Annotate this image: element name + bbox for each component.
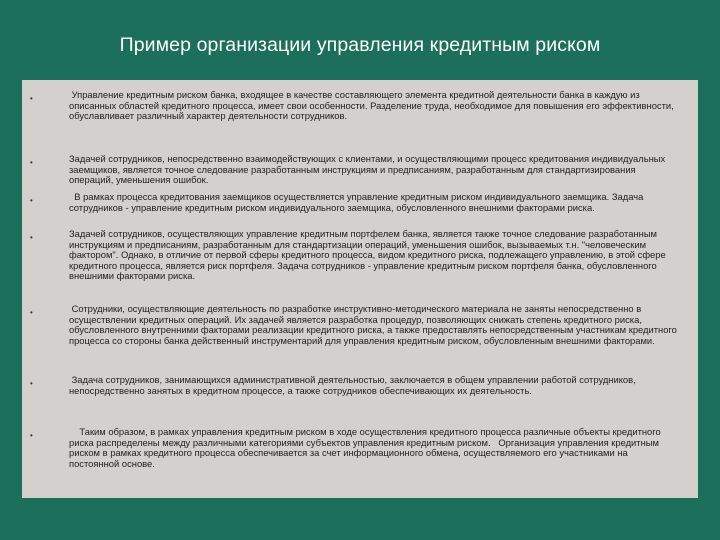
bullet-icon: • xyxy=(30,158,33,167)
bullet-icon: • xyxy=(30,379,33,388)
content-panel xyxy=(22,80,698,498)
list-item-text: Задачей сотрудников, осуществляющих управление кредитным портфелем банка, является также точное следование разработанным инструкциям и предписаниям, разработанным для стандартизации операций, уменьшения ошибок, вызываемых т.н. "человеческим фактором". Однако, в отличие от первой сферы кредитного процесса, видом кредитного риска, подлежащего управлению, в этой сфере кредитного процесса, является риск портфеля. Задача сотрудников - управление кредитным риском портфеля банка, обусловленного внешними факторами риска. xyxy=(69,228,669,281)
bullet-icon: • xyxy=(30,233,33,242)
list-item-text: Управление кредитным риском банка, входящее в качестве составляющего элемента кредитной деятельности банка в каждую из описанных областей кредитного процесса, имеет свои особенности. Разделение труда, необходимое для повышения его эффективности, обуславливает различный характер деятельности сотрудников. xyxy=(69,89,677,121)
bullet-icon: • xyxy=(30,94,33,103)
list-item-text: Задача сотрудников, занимающихся административной деятельностью, заключается в общем управлении работой сотрудников, непосредственно занятых в кредитном процессе, а также сотрудников обеспечивающих их деятельность. xyxy=(69,374,639,396)
list-item-text: Задачей сотрудников, непосредственно взаимодействующих с клиентами, и осуществляющими процесс кредитования индивидуальных заемщиков, является точное следование разработанным инструкциям и предписаниям, разработанным для стандартизирования операций, уменьшения ошибок. xyxy=(69,153,668,185)
list-item-text: Таким образом, в рамках управления кредитным риском в ходе осуществления кредитного процесса различные объекты кредитного риска распределены между различными категориями субъектов управления кредитным риском. Организация управления кредитным риском в рамках кредитного процесса обеспечивается за счет информационного обмена, осуществляемого его участниками на постоянной основе. xyxy=(69,426,664,469)
slide-title: Пример организации управления кредитным риском xyxy=(119,34,601,56)
list-item-text: В рамках процесса кредитования заемщиков осуществляется управление кредитным риском индивидуального заемщика. Задача сотрудников - управление кредитным риском индивидуального заемщика, обусловленного внешними факторами риска. xyxy=(69,191,646,213)
bullet-icon: • xyxy=(30,308,33,317)
bullet-icon: • xyxy=(30,196,33,205)
list-item-text: Сотрудники, осуществляющие деятельность по разработке инструктивно-методического материала не заняты непосредственно в осуществлении кредитных операций. Их задачей является разработка процедур, позволяющих снижать степень кредитного риска, обусловленного внутренними факторами реализации кредитного риска, а также предоставлять непосредственным участникам кредитного процесса со стороны банка действенный инструментарий для управления кредитным риском, обусловленным внешними факторами. xyxy=(69,303,680,346)
bullet-icon: • xyxy=(30,431,33,440)
